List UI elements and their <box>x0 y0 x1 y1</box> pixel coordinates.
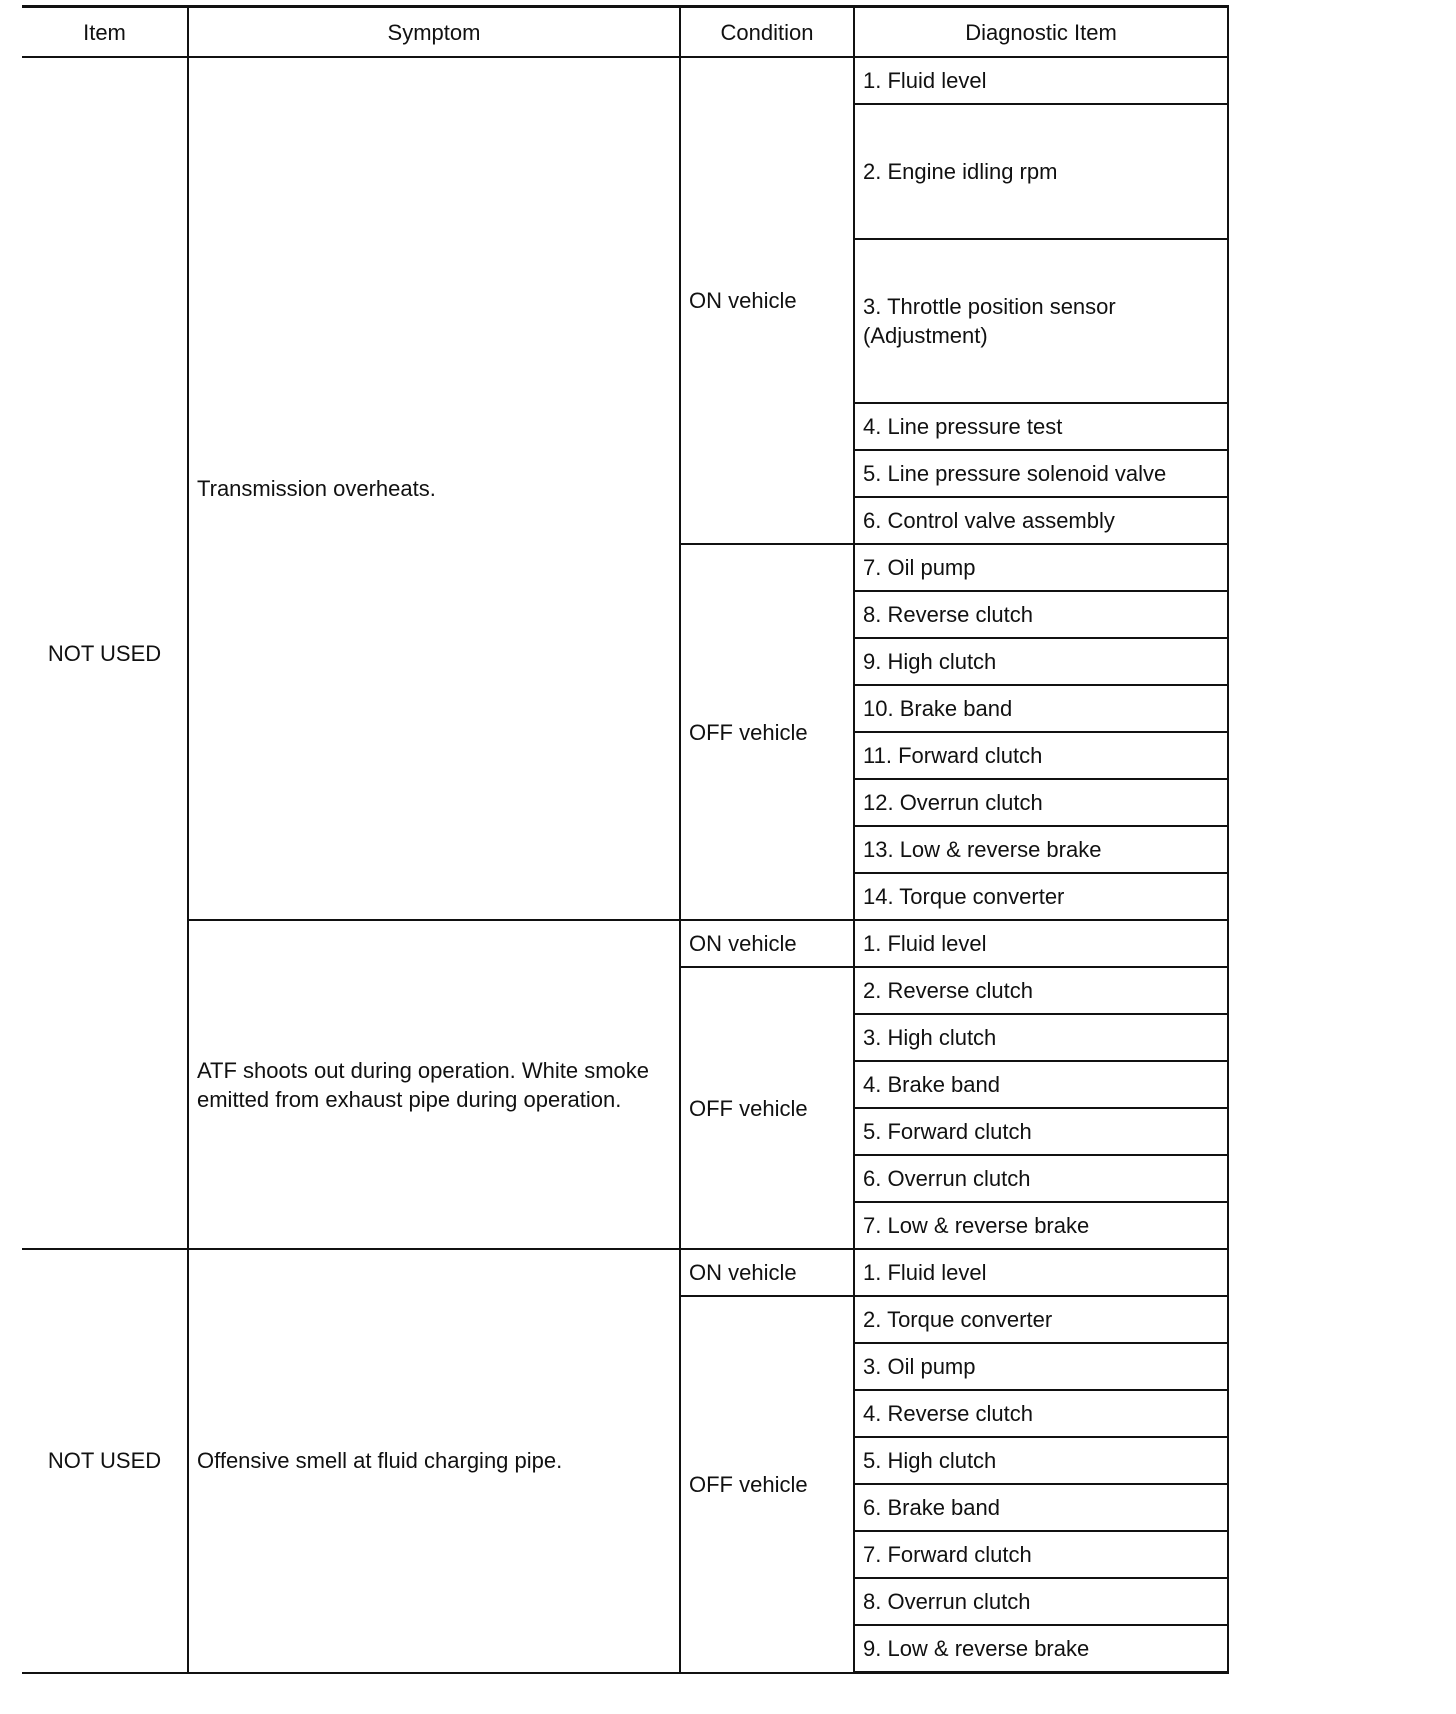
diagnostic-item-cell: 6. Overrun clutch <box>854 1155 1228 1202</box>
diagnostic-item-cell: 5. High clutch <box>854 1437 1228 1484</box>
diagnostic-item-cell: 8. Overrun clutch <box>854 1578 1228 1625</box>
item-cell: NOT USED <box>22 57 188 1249</box>
symptom-cell: ATF shoots out during operation. White smoke emitted from exhaust pipe during operation. <box>188 920 680 1249</box>
table-group <box>22 57 1228 1249</box>
diagnostic-item-cell: 13. Low & reverse brake <box>854 826 1228 873</box>
table-group <box>22 1249 1228 1673</box>
diagnostic-item-cell: 6. Control valve assembly <box>854 497 1228 544</box>
diagnostic-item-cell: 12. Overrun clutch <box>854 779 1228 826</box>
symptom-cell: Offensive smell at fluid charging pipe. <box>188 1249 680 1673</box>
diagnostic-table <box>22 5 1229 1674</box>
diagnostic-item-cell: 7. Forward clutch <box>854 1531 1228 1578</box>
condition-cell: OFF vehicle <box>680 967 854 1249</box>
diagnostic-item-cell: 1. Fluid level <box>854 57 1228 104</box>
table-row <box>22 1249 1228 1296</box>
diagnostic-table-container <box>22 5 1228 1674</box>
table-row <box>22 57 1228 104</box>
diagnostic-item-cell: 14. Torque converter <box>854 873 1228 920</box>
diagnostic-item-cell: 3. Throttle position sensor (Adjustment) <box>854 239 1228 403</box>
diagnostic-item-cell: 2. Torque converter <box>854 1296 1228 1343</box>
diagnostic-item-cell: 5. Line pressure solenoid valve <box>854 450 1228 497</box>
diagnostic-item-cell: 9. Low & reverse brake <box>854 1625 1228 1673</box>
diagnostic-item-cell: 3. Oil pump <box>854 1343 1228 1390</box>
diagnostic-item-cell: 7. Oil pump <box>854 544 1228 591</box>
symptom-cell: Transmission overheats. <box>188 57 680 920</box>
diagnostic-item-cell: 9. High clutch <box>854 638 1228 685</box>
diagnostic-item-cell: 10. Brake band <box>854 685 1228 732</box>
diagnostic-item-cell: 2. Reverse clutch <box>854 967 1228 1014</box>
diagnostic-item-cell: 7. Low & reverse brake <box>854 1202 1228 1249</box>
diagnostic-item-cell: 1. Fluid level <box>854 920 1228 967</box>
diagnostic-item-cell: 3. High clutch <box>854 1014 1228 1061</box>
table-header <box>22 7 1228 58</box>
item-cell: NOT USED <box>22 1249 188 1673</box>
diagnostic-item-cell: 6. Brake band <box>854 1484 1228 1531</box>
diagnostic-item-cell: 4. Line pressure test <box>854 403 1228 450</box>
table-row <box>22 920 1228 967</box>
diagnostic-item-cell: 4. Brake band <box>854 1061 1228 1108</box>
diagnostic-item-cell: 8. Reverse clutch <box>854 591 1228 638</box>
condition-cell: ON vehicle <box>680 1249 854 1296</box>
diagnostic-item-column-header: Diagnostic Item <box>854 7 1228 58</box>
diagnostic-item-cell: 1. Fluid level <box>854 1249 1228 1296</box>
condition-column-header: Condition <box>680 7 854 58</box>
condition-cell: OFF vehicle <box>680 1296 854 1673</box>
diagnostic-item-cell: 11. Forward clutch <box>854 732 1228 779</box>
condition-cell: ON vehicle <box>680 57 854 544</box>
diagnostic-item-cell: 5. Forward clutch <box>854 1108 1228 1155</box>
condition-cell: OFF vehicle <box>680 544 854 920</box>
item-column-header: Item <box>22 7 188 58</box>
diagnostic-item-cell: 4. Reverse clutch <box>854 1390 1228 1437</box>
diagnostic-item-cell: 2. Engine idling rpm <box>854 104 1228 239</box>
symptom-column-header: Symptom <box>188 7 680 58</box>
condition-cell: ON vehicle <box>680 920 854 967</box>
header-row <box>22 7 1228 58</box>
